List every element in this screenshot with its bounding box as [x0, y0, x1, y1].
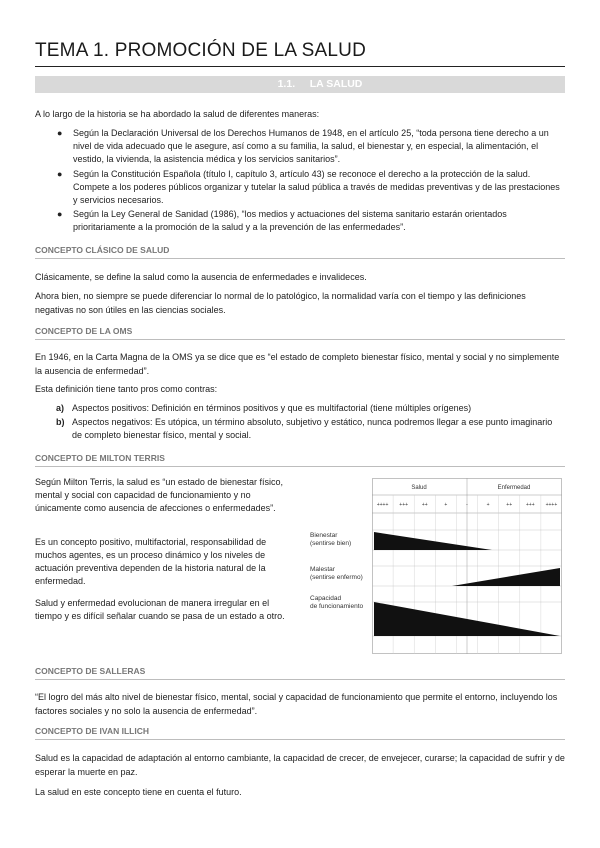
bullet-text: Según la Ley General de Sanidad (1986), “los medios y actuaciones del sistema sanitario estarán orientados prioritariamente a la promoción de la salud y a la prevención de las enfermedades”. [73, 209, 507, 232]
figure-row-label: Capacidad de funcionamiento [310, 595, 364, 610]
bullet-text: Según la Constitución Española (título I, capítulo 3, artículo 43) se reconoce el derecho a la protección de la salud. Compete a los poderes públicos organizar y tutelar la salud pública a través de medidas preventivas y de las prestaciones y servicios necesarios. [73, 169, 560, 205]
diagram-scale-mark: + [486, 502, 490, 508]
figure-row-label: Bienestar (sentirse bien) [310, 532, 352, 547]
section-heading-salleras: CONCEPTO DE SALLERAS [35, 666, 565, 680]
diagram-scale-mark: ++++ [376, 502, 389, 508]
list-marker: a) [56, 403, 65, 413]
list-item [57, 208, 563, 234]
clasico-p2: Ahora bien, no siempre se puede diferenciar lo normal de lo patológico, la normalidad varía con el tiempo y las definiciones negativas no son útiles en las ciencias sociales. [35, 291, 526, 315]
illich-p2: La salud en este concepto tiene en cuenta el futuro. [35, 787, 242, 797]
diagram-scale-mark: - [466, 502, 468, 508]
intro-text: A lo largo de la historia se ha abordado la salud de diferentes maneras: [35, 109, 320, 119]
section-banner [35, 76, 565, 93]
diagram-col-enfermedad: Enfermedad [497, 485, 531, 491]
illich-p1: Salud es la capacidad de adaptación al entorno cambiante, la capacidad de crecer, de envejecer, curarse; la capacidad de sufrir y de esperar la muerte en paz. [35, 753, 565, 777]
health-continuum-diagram [372, 478, 562, 654]
oms-p2: Esta definición tiene tanto pros como contras: [35, 384, 218, 394]
list-item [57, 168, 563, 207]
diagram-scale-mark: +++ [525, 502, 535, 508]
section-heading-oms: CONCEPTO DE LA OMS [35, 326, 565, 340]
section-heading-illich: CONCEPTO DE IVAN ILLICH [35, 726, 565, 740]
terris-p2: Es un concepto positivo, multifactorial, responsabilidad de muchos agentes, es un proceso dinámico y los niveles de actuación preventiva dependen de la historia natural de la enfermedad. [35, 537, 267, 586]
list-item [57, 127, 563, 166]
list-text: Aspectos negativos: Es utópica, un término absoluto, subjetivo y estático, nunca podremos llegar a ese punto imaginario de completo bienestar físico, mental y social. [72, 417, 553, 440]
diagram-col-salud: Salud [411, 485, 427, 491]
bullet-text: Según la Declaración Universal de los Derechos Humanos de 1948, en el artículo 25, “toda persona tiene derecho a un nivel de vida adecuado que le asegure, así como a su familia, la salud, el bienestar y, en especial, la alimentación, el vestido, la vivienda, la asistencia médica y los servicios sanitarios”. [73, 128, 549, 164]
bullet-icon: ● [57, 128, 63, 138]
bullet-icon: ● [57, 169, 63, 179]
page-title: TEMA 1. PROMOCIÓN DE LA SALUD [35, 40, 366, 61]
diagram-scale-mark: +++ [399, 502, 409, 508]
diagram-scale-mark: ++ [421, 502, 428, 508]
section-heading-clasico: CONCEPTO CLÁSICO DE SALUD [35, 245, 565, 259]
terris-p1: Según Milton Terris, la salud es “un estado de bienestar físico, mental y social con capacidad de funcionamiento y no únicamente como ausencia de afecciones o enfermedades”. [35, 477, 283, 513]
oms-p1: En 1946, en la Carta Magna de la OMS ya se dice que es “el estado de completo bienestar físico, mental y social y no simplemente la ausencia de enfermedad”. [35, 352, 560, 376]
list-text: Aspectos positivos: Definición en términos positivos y que es multifactorial (tiene múltiples orígenes) [72, 403, 472, 413]
terris-p3: Salud y enfermedad evolucionan de manera irregular en el tiempo y es difícil señalar cuando se pasa de un estado a otro. [35, 598, 285, 621]
bullet-icon: ● [57, 209, 63, 219]
list-item [56, 402, 562, 415]
section-heading-terris: CONCEPTO DE MILTON TERRIS [35, 453, 565, 467]
figure-row-label: Malestar (sentirse enfermo) [310, 566, 363, 581]
malestar-wedge [452, 568, 560, 586]
salleras-p1: “El logro del más alto nivel de bienestar físico, mental, social y capacidad de funcionamiento que permite el entorno, incluyendo los factores sociales y no solo la ausencia de enfermedad”. [35, 692, 558, 716]
clasico-p1: Clásicamente, se define la salud como la ausencia de enfermedades e invalideces. [35, 272, 367, 282]
banner-label: LA SALUD [309, 78, 363, 90]
banner-number: 1.1. [277, 78, 296, 90]
diagram-scale-mark: + [444, 502, 448, 508]
diagram-scale-mark: ++++ [545, 502, 558, 508]
title-rule [35, 66, 565, 67]
list-marker: b) [56, 417, 65, 427]
list-item [56, 416, 562, 442]
bienestar-wedge [374, 532, 492, 550]
diagram-scale-mark: ++ [506, 502, 513, 508]
